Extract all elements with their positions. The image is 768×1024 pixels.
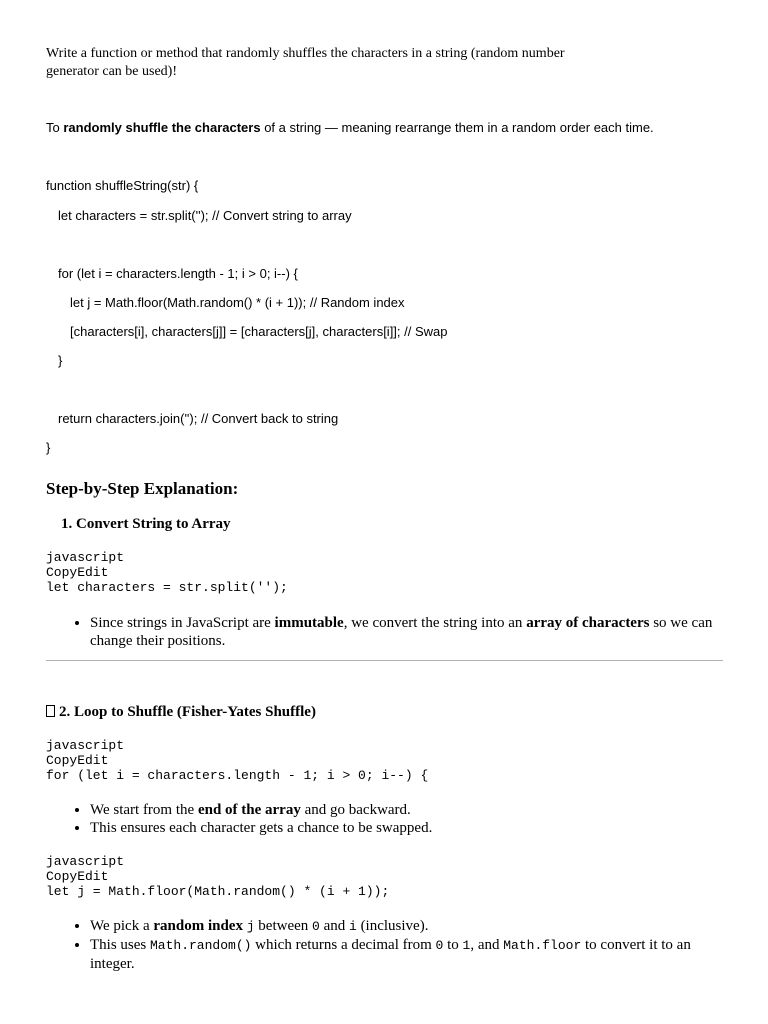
inline-text: i: [349, 919, 357, 934]
step2-snippet-1: [46, 738, 428, 783]
code-line: }: [58, 353, 63, 368]
step2-snippet-2: [46, 854, 389, 899]
inline-text: , we convert the string into an: [343, 615, 527, 631]
inline-text: to convert it to an integer.: [90, 937, 691, 972]
inline-text: immutable: [274, 615, 344, 631]
snippet-language: javascript: [46, 738, 125, 753]
inline-text: 0: [312, 919, 320, 934]
copy-edit-link[interactable]: CopyEdit: [46, 565, 109, 580]
inline-text: Math.floor: [503, 938, 582, 953]
step2-heading-text: 2. Loop to Shuffle (Fisher-Yates Shuffle): [59, 704, 316, 720]
step2-bullets-2: [46, 917, 720, 973]
inline-text: We start from the: [90, 802, 198, 818]
step1-bullets: [46, 614, 720, 650]
step2-heading: [46, 704, 316, 721]
inline-text: to: [443, 937, 463, 953]
snippet-language: javascript: [46, 854, 125, 869]
inline-text: random index: [153, 918, 247, 934]
code-line: [characters[i], characters[j]] = [characters[j], characters[i]]; // Swap: [70, 324, 448, 339]
snippet-code: let j = Math.floor(Math.random() * (i + 1));: [46, 884, 390, 899]
explanation-heading: Step-by-Step Explanation:: [46, 479, 239, 498]
intro-paragraph: [46, 120, 654, 135]
code-line: }: [46, 440, 51, 455]
inline-text: Math.random(): [150, 938, 252, 953]
list-item: [90, 614, 720, 650]
inline-text: between: [254, 918, 313, 934]
inline-text: (inclusive).: [356, 918, 429, 934]
list-item: • This ensures each character gets a chance to be swapped.: [90, 819, 720, 837]
copy-edit-link[interactable]: CopyEdit: [46, 753, 109, 768]
code-line: let j = Math.floor(Math.random() * (i + 1)); // Random index: [70, 295, 405, 310]
step1-snippet: [46, 550, 288, 595]
list-item: [90, 917, 720, 936]
inline-text: end of the array: [197, 802, 301, 818]
snippet-code: let characters = str.split('');: [46, 580, 288, 595]
code-line: let characters = str.split(''); // Convert string to array: [58, 208, 352, 223]
inline-text: We pick a: [90, 918, 154, 934]
code-line: return characters.join(''); // Convert back to string: [58, 411, 339, 426]
inline-text: array of characters: [526, 615, 650, 631]
inline-text: so we can change their positions.: [90, 615, 713, 649]
inline-text: and: [319, 918, 349, 934]
divider: [46, 660, 723, 661]
list-item: [90, 936, 720, 973]
missing-glyph-icon: [46, 705, 55, 717]
question-text: Write a function or method that randomly shuffles the characters in a string (random number generator can be used)!: [46, 46, 565, 79]
inline-text: which returns a decimal from: [251, 937, 436, 953]
step1-heading: 1. Convert String to Array: [61, 516, 231, 532]
copy-edit-link[interactable]: CopyEdit: [46, 869, 109, 884]
inline-text: , and: [470, 937, 504, 953]
step2-bullets-1: [46, 801, 720, 837]
inline-text: j: [246, 919, 255, 934]
inline-text: and go backward.: [300, 802, 411, 818]
intro-prefix: To: [46, 120, 64, 135]
snippet-code: for (let i = characters.length - 1; i > 0; i--) {: [46, 768, 429, 783]
inline-text: 1: [462, 938, 471, 953]
inline-text: 0: [435, 938, 444, 953]
code-line: for (let i = characters.length - 1; i > 0; i--) {: [58, 266, 298, 281]
list-item: [90, 801, 720, 819]
code-line: function shuffleString(str) {: [46, 178, 199, 193]
inline-text: Since strings in JavaScript are: [90, 615, 275, 631]
intro-suffix: of a string — meaning rearrange them in a random order each time.: [260, 120, 654, 135]
inline-text: This uses: [90, 937, 150, 953]
intro-bold: randomly shuffle the characters: [63, 120, 261, 135]
snippet-language: javascript: [46, 550, 125, 565]
